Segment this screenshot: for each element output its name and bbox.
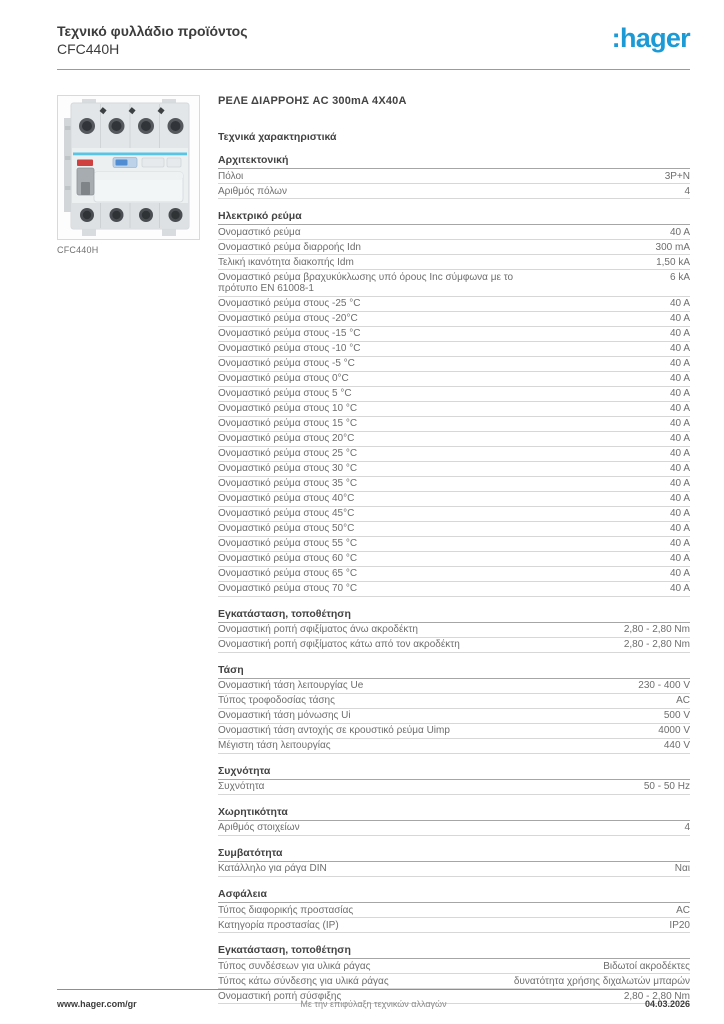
spec-row	[218, 492, 690, 507]
spec-row	[218, 582, 690, 597]
section-rows	[218, 862, 690, 877]
spec-row	[218, 357, 690, 372]
spec-row	[218, 780, 690, 795]
spec-row	[218, 862, 690, 877]
spec-value: δυνατότητα χρήσης διχαλωτών μπαρών	[513, 975, 690, 987]
spec-row	[218, 270, 690, 297]
spec-row	[218, 537, 690, 552]
spec-label: Ονομαστικό ρεύμα στους -20°C	[218, 313, 358, 325]
section-title: Συμβατότητα	[218, 847, 690, 862]
spec-label: Ονομαστική ροπή σύσφιξης	[218, 990, 342, 1002]
spec-value: Ναι	[674, 863, 690, 875]
spec-label: Αριθμός πόλων	[218, 185, 287, 197]
section-rows	[218, 780, 690, 795]
section-rows	[218, 679, 690, 754]
spec-value: 40 A	[669, 478, 690, 490]
spec-value: 40 A	[669, 463, 690, 475]
footer-divider	[57, 989, 690, 990]
spec-label: Ονομαστικό ρεύμα στους -5 °C	[218, 358, 355, 370]
spec-label: Ονομαστική τάση αντοχής σε κρουστικό ρεύμα Uimp	[218, 725, 450, 737]
footer-disclaimer: Με την επιφύλαξη τεχνικών αλλαγών	[300, 999, 447, 1009]
spec-label: Κατάλληλο για ράγα DIN	[218, 863, 327, 875]
spec-value: 40 A	[669, 508, 690, 520]
spec-value: 4	[684, 185, 690, 197]
spec-section	[218, 664, 690, 754]
spec-row	[218, 297, 690, 312]
spec-section	[218, 847, 690, 877]
spec-row	[218, 240, 690, 255]
spec-section	[218, 210, 690, 597]
spec-value: 6 kA	[669, 271, 690, 283]
hager-logo: :hager	[611, 23, 690, 53]
spec-label: Ονομαστικό ρεύμα στους 20°C	[218, 433, 355, 445]
section-rows	[218, 821, 690, 836]
red-brand-label	[77, 160, 93, 167]
section-title: Ηλεκτρικό ρεύμα	[218, 210, 690, 225]
spec-row	[218, 387, 690, 402]
spec-label: Ονομαστικό ρεύμα στους 30 °C	[218, 463, 358, 475]
product-reference: CFC440H	[57, 41, 120, 58]
spec-section	[218, 888, 690, 933]
spec-row	[218, 638, 690, 653]
spec-row	[218, 225, 690, 240]
spec-label: Ονομαστική τάση λειτουργίας Ue	[218, 680, 364, 692]
spec-value: 40 A	[669, 313, 690, 325]
spec-label: Τύπος τροφοδοσίας τάσης	[218, 695, 335, 707]
spec-row	[218, 477, 690, 492]
spec-label: Ονομαστικό ρεύμα στους 70 °C	[218, 583, 358, 595]
section-title: Αρχιτεκτονική	[218, 154, 690, 169]
footer-website: www.hager.com/gr	[57, 999, 137, 1009]
spec-value: 2,80 - 2,80 Nm	[623, 624, 690, 636]
spec-row	[218, 255, 690, 270]
spec-label: Τύπος κάτω σύνδεσης για υλικά ράγας	[218, 975, 389, 987]
section-rows	[218, 169, 690, 199]
spec-value: 40 A	[669, 358, 690, 370]
spec-value: 2,80 - 2,80 Nm	[623, 639, 690, 651]
spec-row	[218, 821, 690, 836]
spec-sections	[218, 154, 690, 1004]
spec-value: 4	[684, 822, 690, 834]
spec-label: Ονομαστική τάση μόνωσης Ui	[218, 710, 351, 722]
header-divider	[57, 69, 690, 70]
spec-value: AC	[676, 904, 690, 916]
spec-value: Βιδωτοί ακροδέκτες	[603, 960, 690, 972]
spec-row	[218, 372, 690, 387]
characteristics-heading: Τεχνικά χαρακτηριστικά	[218, 131, 337, 143]
spec-section	[218, 806, 690, 836]
product-title: ΡΕΛΕ ΔΙΑΡΡΟΗΣ AC 300mA 4X40A	[218, 95, 407, 107]
spec-value: 2,80 - 2,80 Nm	[623, 990, 690, 1002]
spec-row	[218, 169, 690, 184]
spec-value: 40 A	[669, 403, 690, 415]
page-footer	[57, 989, 690, 1009]
footer-row	[57, 999, 690, 1009]
spec-value: 230 - 400 V	[638, 680, 690, 692]
spec-label: Ονομαστικό ρεύμα στους 40°C	[218, 493, 355, 505]
spec-label: Τελική ικανότητα διακοπής Idm	[218, 256, 354, 268]
spec-value: 40 A	[669, 373, 690, 385]
cyan-stripe	[73, 153, 187, 156]
section-title: Εγκατάσταση, τοποθέτηση	[218, 608, 690, 623]
doc-type-title: Τεχνικό φυλλάδιο προϊόντος	[57, 23, 248, 39]
section-title: Συχνότητα	[218, 765, 690, 780]
product-figure	[57, 95, 200, 255]
product-image	[57, 95, 200, 240]
spec-row	[218, 507, 690, 522]
spec-value: AC	[676, 695, 690, 707]
spec-label: Κατηγορία προστασίας (IP)	[218, 919, 339, 931]
spec-value: 440 V	[663, 740, 690, 752]
spec-label: Ονομαστικό ρεύμα στους 50°C	[218, 523, 355, 535]
section-title: Τάση	[218, 664, 690, 679]
spec-value: 40 A	[669, 418, 690, 430]
spec-row	[218, 432, 690, 447]
spec-value: 40 A	[669, 328, 690, 340]
spec-row	[218, 184, 690, 199]
spec-label: Ονομαστικό ρεύμα στους 65 °C	[218, 568, 358, 580]
spec-value: 40 A	[669, 523, 690, 535]
header-titles	[57, 22, 248, 58]
spec-row	[218, 739, 690, 754]
spec-label: Ονομαστικό ρεύμα διαρροής Idn	[218, 241, 361, 253]
spec-label: Τύπος συνδέσεων για υλικά ράγας	[218, 960, 371, 972]
spec-row	[218, 462, 690, 477]
spec-value: 4000 V	[658, 725, 690, 737]
spec-section	[218, 765, 690, 795]
spec-value: 1,50 kA	[656, 256, 690, 268]
section-rows	[218, 903, 690, 933]
footer-date: 04.03.2026	[644, 999, 690, 1009]
spec-value: 40 A	[669, 538, 690, 550]
section-title: Εγκατάσταση, τοποθέτηση	[218, 944, 690, 959]
section-title: Χωρητικότητα	[218, 806, 690, 821]
spec-content	[218, 95, 690, 1004]
spec-value: 40 A	[669, 553, 690, 565]
spec-row	[218, 679, 690, 694]
spec-value: IP20	[669, 919, 690, 931]
product-image-caption: CFC440H	[57, 245, 99, 255]
spec-label: Ονομαστικό ρεύμα στους 0°C	[218, 373, 349, 385]
spec-value: 40 A	[669, 583, 690, 595]
spec-label: Ονομαστικό ρεύμα στους 15 °C	[218, 418, 358, 430]
spec-row	[218, 312, 690, 327]
spec-label: Ονομαστικό ρεύμα	[218, 226, 301, 238]
spec-value: 40 A	[669, 433, 690, 445]
spec-label: Ονομαστικό ρεύμα στους 35 °C	[218, 478, 358, 490]
spec-row	[218, 447, 690, 462]
section-title: Ασφάλεια	[218, 888, 690, 903]
page-header	[57, 22, 690, 58]
spec-label: Ονομαστικό ρεύμα στους 10 °C	[218, 403, 358, 415]
spec-row	[218, 552, 690, 567]
section-rows	[218, 225, 690, 597]
spec-value: 500 V	[663, 710, 690, 722]
spec-value: 40 A	[669, 226, 690, 238]
spec-label: Μέγιστη τάση λειτουργίας	[218, 740, 331, 752]
spec-label: Ονομαστικό ρεύμα στους 25 °C	[218, 448, 358, 460]
spec-value: 50 - 50 Hz	[643, 781, 690, 793]
spec-value: 40 A	[669, 298, 690, 310]
spec-label: Ονομαστικό ρεύμα βραχυκύκλωσης υπό όρους Inc σύμφωνα με το πρότυπο EN 61008-1	[218, 271, 514, 295]
spec-label: Ονομαστικό ρεύμα στους 55 °C	[218, 538, 358, 550]
spec-value: 300 mA	[655, 241, 690, 253]
spec-row	[218, 974, 690, 989]
spec-label: Συχνότητα	[218, 781, 265, 793]
spec-value: 40 A	[669, 448, 690, 460]
spec-row	[218, 623, 690, 638]
spec-row	[218, 959, 690, 974]
spec-value: 40 A	[669, 343, 690, 355]
spec-row	[218, 903, 690, 918]
spec-label: Ονομαστικό ρεύμα στους 45°C	[218, 508, 355, 520]
spec-label: Πόλοι	[218, 170, 244, 182]
rcd-device-illustration	[58, 96, 199, 239]
toggle-lever	[77, 168, 94, 195]
spec-row	[218, 522, 690, 537]
spec-row	[218, 567, 690, 582]
spec-label: Ονομαστικό ρεύμα στους -10 °C	[218, 343, 361, 355]
status-indicator-window	[113, 158, 137, 168]
spec-label: Ονομαστικό ρεύμα στους 5 °C	[218, 388, 352, 400]
spec-label: Ονομαστικό ρεύμα στους -25 °C	[218, 298, 361, 310]
spec-value: 40 A	[669, 568, 690, 580]
spec-row	[218, 417, 690, 432]
spec-label: Ονομαστική ροπή σφιξίματος άνω ακροδέκτη	[218, 624, 418, 636]
spec-label: Αριθμός στοιχείων	[218, 822, 300, 834]
spec-section	[218, 608, 690, 653]
section-rows	[218, 623, 690, 653]
spec-value: 40 A	[669, 493, 690, 505]
spec-row	[218, 402, 690, 417]
spec-section	[218, 154, 690, 199]
spec-row	[218, 342, 690, 357]
spec-label: Τύπος διαφορικής προστασίας	[218, 904, 354, 916]
spec-value: 3P+N	[664, 170, 690, 182]
spec-value: 40 A	[669, 388, 690, 400]
spec-label: Ονομαστική ροπή σφιξίματος κάτω από τον ακροδέκτη	[218, 639, 460, 651]
spec-row	[218, 694, 690, 709]
spec-row	[218, 327, 690, 342]
spec-label: Ονομαστικό ρεύμα στους 60 °C	[218, 553, 358, 565]
spec-row	[218, 724, 690, 739]
spec-row	[218, 918, 690, 933]
spec-label: Ονομαστικό ρεύμα στους -15 °C	[218, 328, 361, 340]
spec-row	[218, 709, 690, 724]
